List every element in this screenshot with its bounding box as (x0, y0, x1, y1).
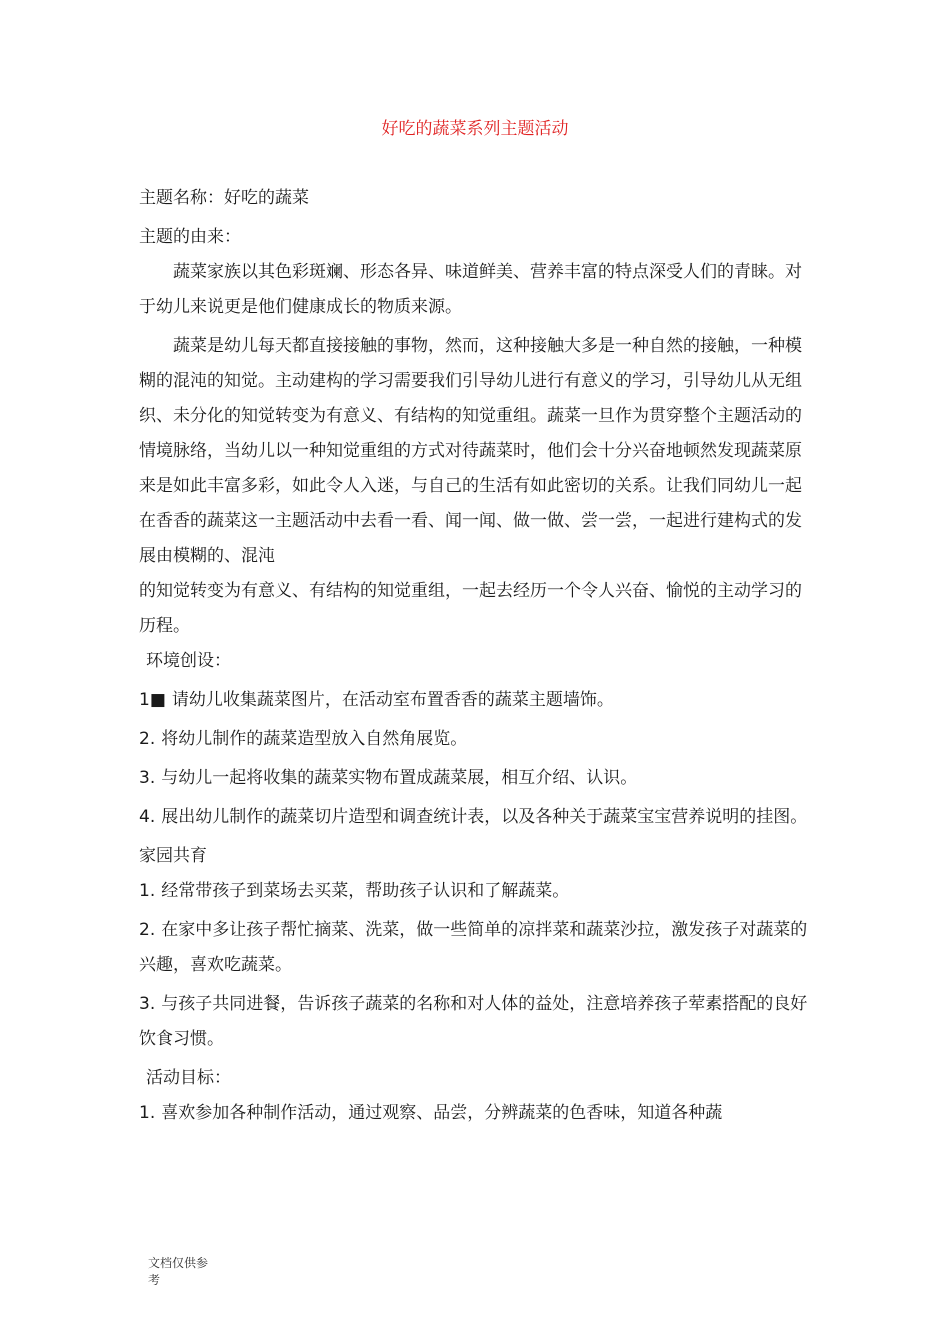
list-item-env-2 (139, 722, 811, 757)
footer-line-2: 考 (148, 1273, 161, 1287)
list-text: 经常带孩子到菜场去买菜，帮助孩子认识和了解蔬菜。 (161, 881, 570, 901)
goal-heading: 活动目标： (146, 1068, 231, 1088)
theme-name: 主题名称：好吃的蔬菜 (139, 188, 309, 208)
list-number: 1■ (139, 690, 166, 710)
list-item-home-2 (139, 913, 811, 983)
list-text: 将幼儿制作的蔬菜造型放入自然角展览。 (161, 729, 468, 749)
list-number: 3. (139, 994, 156, 1014)
list-text: 喜欢参加各种制作活动，通过观察、品尝，分辨蔬菜的色香味，知道各种蔬 (161, 1103, 723, 1123)
origin-heading: 主题的由来： (139, 227, 241, 247)
origin-paragraph-2-continued: 的知觉转变为有意义、有结构的知觉重组，一起去经历一个令人兴奋、愉悦的主动学习的历程。 (139, 581, 802, 636)
list-item-home-3 (139, 987, 811, 1057)
list-item-env-4 (139, 800, 811, 835)
list-text: 与孩子共同进餐，告诉孩子蔬菜的名称和对人体的益处，注意培养孩子荤素搭配的良好饮食习惯。 (139, 994, 808, 1049)
list-item-env-1 (139, 683, 811, 718)
origin-paragraph-2: 蔬菜是幼儿每天都直接接触的事物，然而，这种接触大多是一种自然的接触，一种模糊的混沌的知觉。主动建构的学习需要我们引导幼儿进行有意义的学习，引导幼儿从无组织、未分化的知觉转变为有意义、有结构的知觉重组。蔬菜一旦作为贯穿整个主题活动的情境脉络，当幼儿以一种知觉重组的方式对待蔬菜时，他们会十分兴奋地顿然发现蔬菜原来是如此丰富多彩，如此令人入迷，与自己的生活有如此密切的关系。让我们同幼儿一起在香香的蔬菜这一主题活动中去看一看、闻一闻、做一做、尝一尝，一起进行建构式的发展由模糊的、混沌 (139, 336, 802, 566)
list-text: 在家中多让孩子帮忙摘菜、洗菜，做一些简单的凉拌菜和蔬菜沙拉，激发孩子对蔬菜的兴趣，喜欢吃蔬菜。 (139, 920, 808, 975)
list-number: 1. (139, 1103, 156, 1123)
list-number: 4. (139, 807, 156, 827)
list-text: 展出幼儿制作的蔬菜切片造型和调查统计表，以及各种关于蔬菜宝宝营养说明的挂图。 (161, 807, 808, 827)
list-number: 1. (139, 881, 156, 901)
list-number: 3. (139, 768, 156, 788)
footer-line-1: 文档仅供参 (148, 1256, 209, 1270)
env-heading: 环境创设： (146, 651, 231, 671)
list-number: 2. (139, 729, 156, 749)
home-heading: 家园共育 (139, 846, 207, 866)
list-text: 请幼儿收集蔬菜图片，在活动室布置香香的蔬菜主题墙饰。 (171, 690, 614, 710)
footer-note (148, 1255, 228, 1289)
document-title: 好吃的蔬菜系列主题活动 (381, 119, 569, 139)
origin-paragraph-1: 蔬菜家族以其色彩斑斓、形态各异、味道鲜美、营养丰富的特点深受人们的青睐。对于幼儿来说更是他们健康成长的物质来源。 (139, 262, 802, 317)
list-number: 2. (139, 920, 156, 940)
list-item-env-3 (139, 761, 811, 796)
list-item-home-1 (139, 874, 811, 909)
document-body (139, 181, 811, 1131)
list-item-goal-1 (139, 1096, 811, 1131)
list-text: 与幼儿一起将收集的蔬菜实物布置成蔬菜展，相互介绍、认识。 (161, 768, 638, 788)
